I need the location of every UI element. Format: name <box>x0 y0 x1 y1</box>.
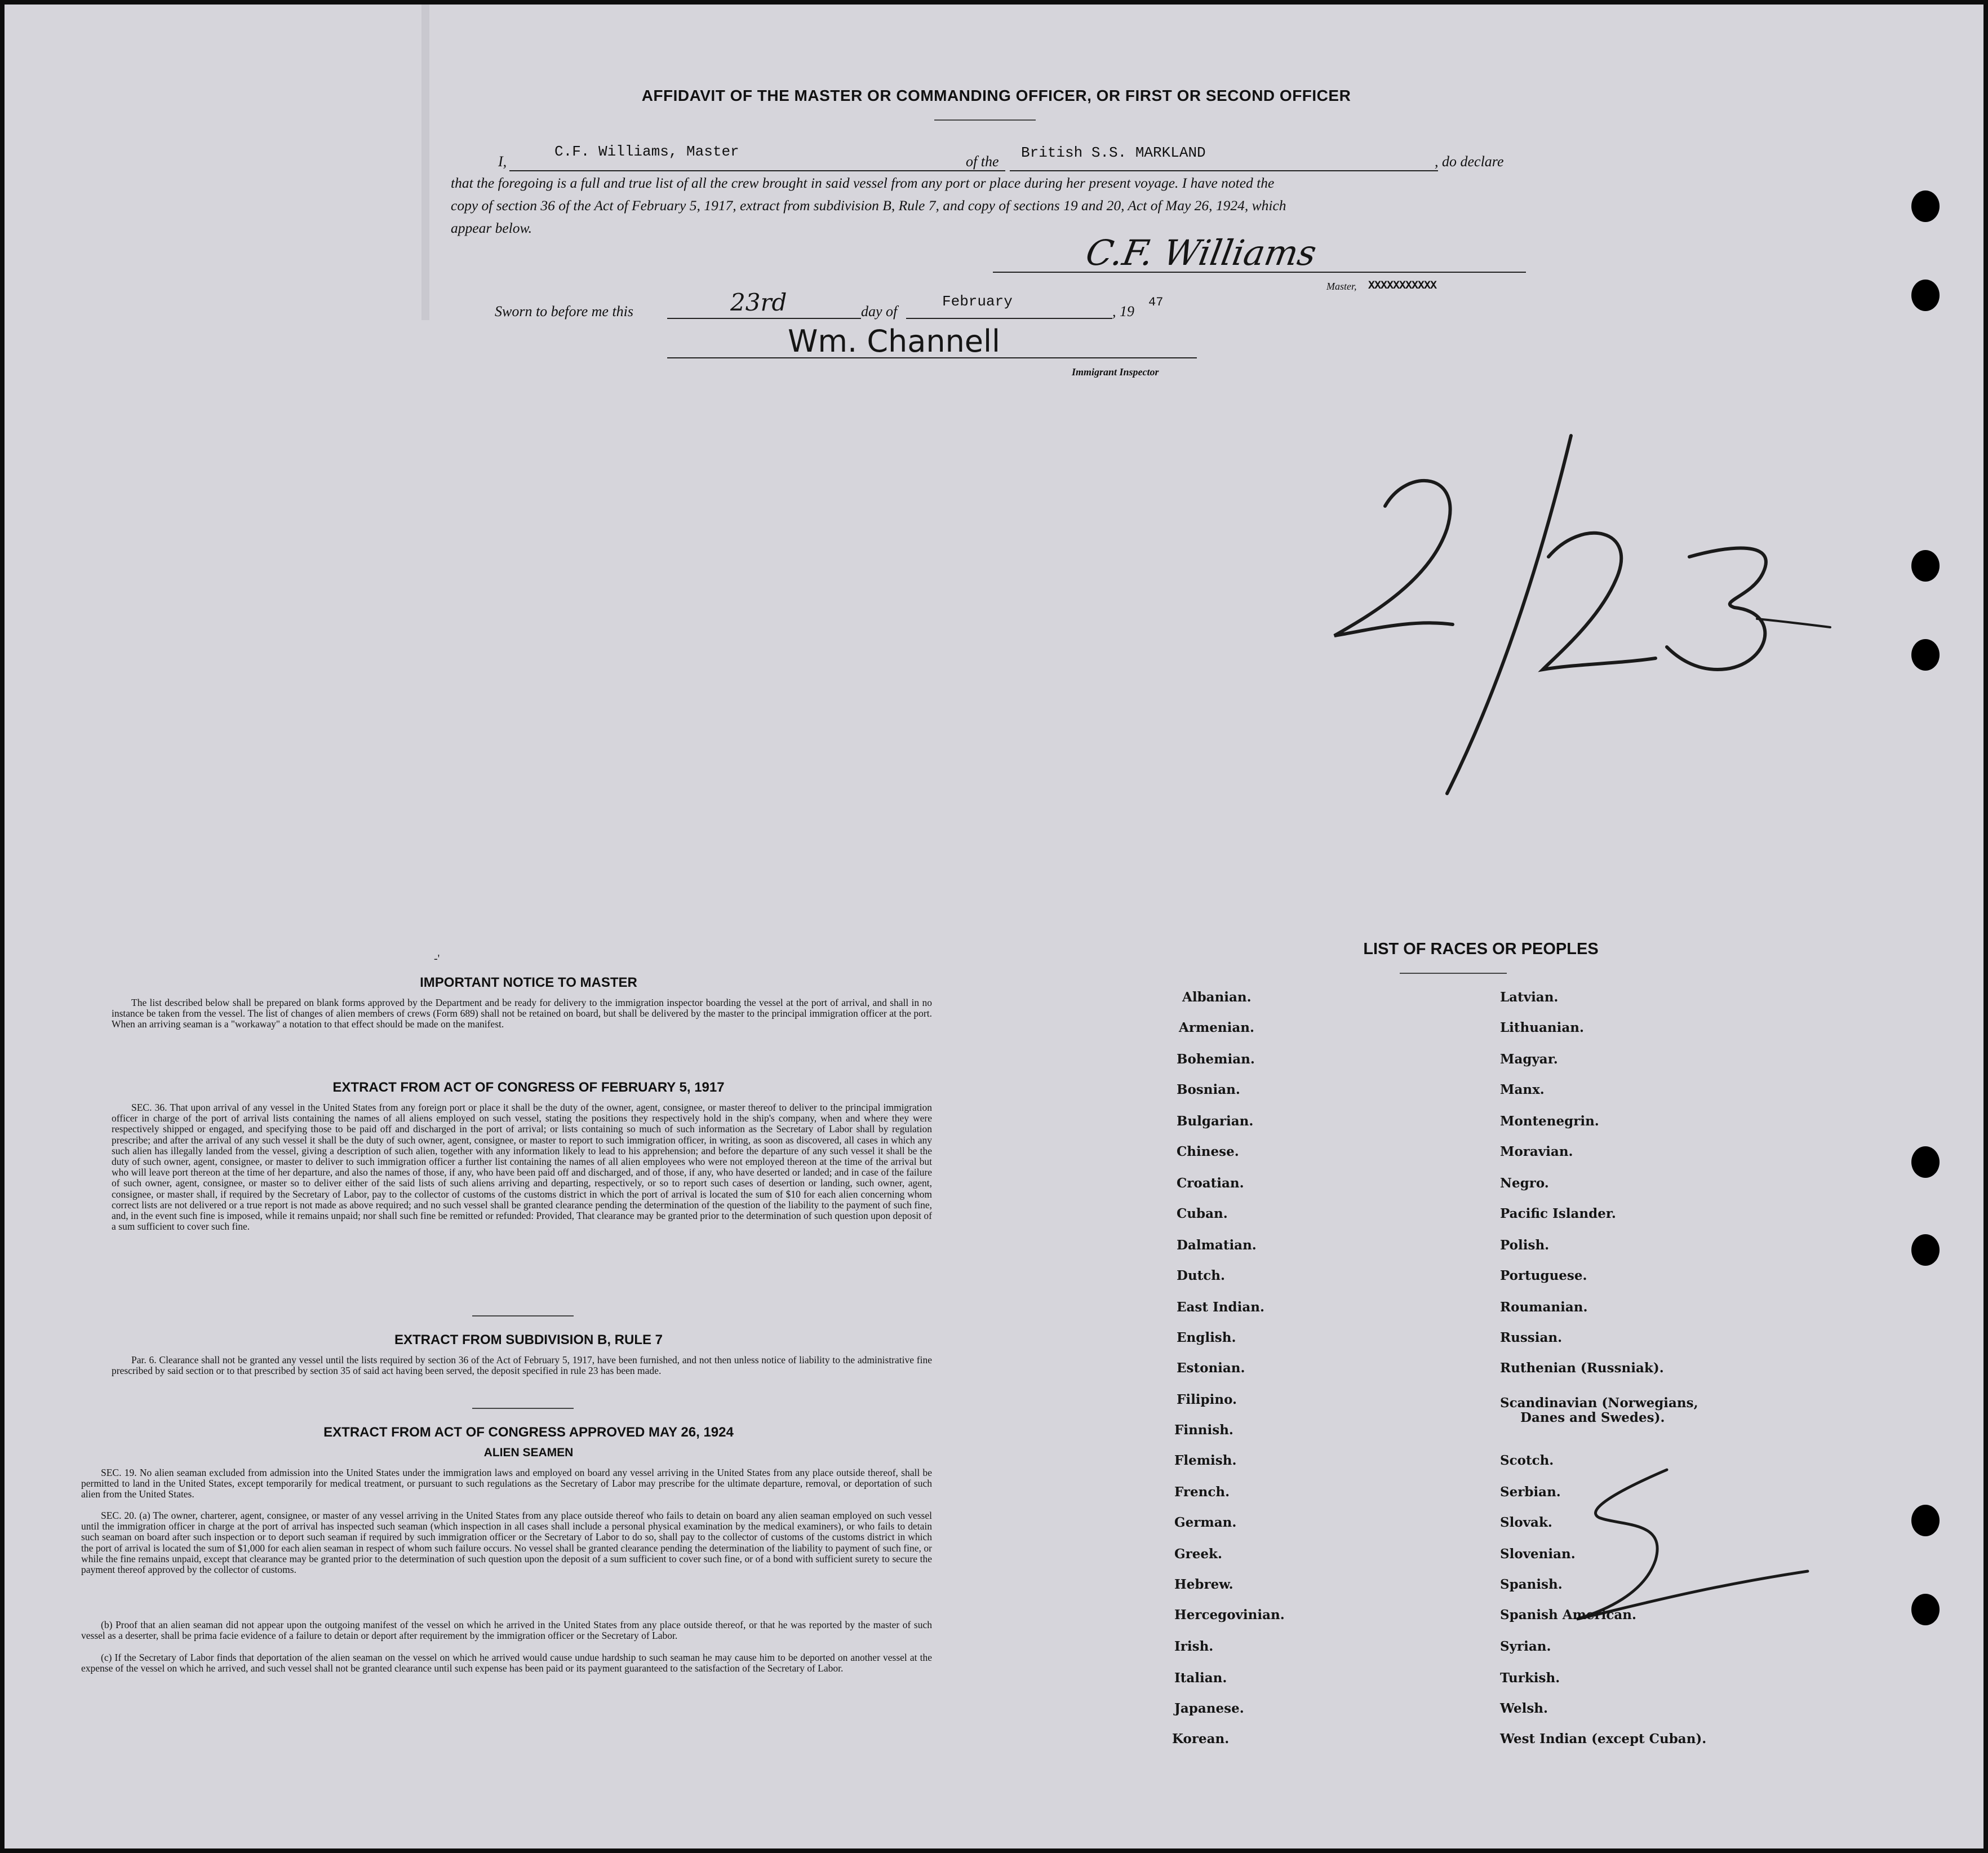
affidavit-body-2: copy of section 36 of the Act of February 5, 1917, extract from subdivision B, Rule 7, and copy of sections 19 and 20, Act of May 26, 1924, which <box>451 197 1286 214</box>
race-item: Scandinavian (Norwegians, <box>1500 1395 1698 1411</box>
numeral-mark-text: 2 <box>1571 1464 1572 1465</box>
extract-1924-sec19: SEC. 19. No alien seaman excluded from admission into the United States under the immigration laws and employed on board any vessel arriving in the United States from any place outside thereof, shall be permitted to land in the United States, except temporarily for medical treatment, or pursuant to such regulations as the Secretary of Labor may prescribe for the ultimate departure, removal, or deportation of such alien from the United States. <box>81 1467 932 1500</box>
master-signature-line <box>993 272 1526 273</box>
handwritten-numeral-mark <box>1571 1464 1819 1628</box>
race-item: Albanian. <box>1182 990 1252 1005</box>
notice-title: IMPORTANT NOTICE TO MASTER <box>420 975 637 990</box>
do-declare: , do declare <box>1435 153 1504 170</box>
race-item: Bulgarian. <box>1177 1114 1254 1129</box>
punch-hole <box>1911 639 1940 671</box>
year-suffix[interactable]: 47 <box>1148 295 1164 309</box>
extract-1924-title: EXTRACT FROM ACT OF CONGRESS APPROVED MAY 26, 1924 <box>323 1425 734 1440</box>
race-item: Manx. <box>1500 1082 1545 1097</box>
race-item: Hebrew. <box>1174 1577 1233 1592</box>
extract-1917-title: EXTRACT FROM ACT OF CONGRESS OF FEBRUARY 5, 1917 <box>332 1080 725 1095</box>
extract-1924-sec20c: (c) If the Secretary of Labor finds that deportation of the alien seaman on the vessel on which he arrived would cause undue hardship to such seaman he may cause him to be deported on another vessel at the expense of the vessel on which he arrived, and such vessel shall not be granted clearance until such expense has been paid or its payment guaranteed to the satisfaction of the Secretary of Labor. <box>81 1652 932 1674</box>
race-item: Bohemian. <box>1177 1052 1255 1067</box>
race-item: West Indian (except Cuban). <box>1500 1731 1707 1746</box>
race-item: Slovak. <box>1500 1515 1552 1530</box>
inspector-signature-line <box>667 357 1197 358</box>
divider <box>472 1315 574 1316</box>
race-item: Filipino. <box>1177 1392 1237 1407</box>
race-item: Magyar. <box>1500 1052 1558 1067</box>
race-item: Polish. <box>1500 1238 1550 1253</box>
races-title: LIST OF RACES OR PEOPLES <box>1363 940 1599 958</box>
race-item: Moravian. <box>1500 1144 1573 1159</box>
race-item: Greek. <box>1174 1546 1222 1562</box>
punch-hole <box>1911 1505 1940 1536</box>
sworn-month[interactable]: February <box>942 293 1013 310</box>
punch-hole <box>1911 190 1940 222</box>
fold-shadow <box>421 5 429 320</box>
race-item: Korean. <box>1172 1731 1230 1746</box>
divider <box>472 1408 574 1409</box>
race-item: English. <box>1177 1330 1236 1345</box>
punch-hole <box>1911 1146 1940 1178</box>
affidavit-body-3: appear below. <box>451 220 532 236</box>
race-item: Scotch. <box>1500 1453 1554 1468</box>
race-item: Pacific Islander. <box>1500 1206 1616 1221</box>
race-item: Finnish. <box>1174 1422 1233 1438</box>
race-item: Hercegovinian. <box>1174 1607 1285 1623</box>
race-item: Roumanian. <box>1500 1300 1588 1315</box>
inspector-label: Immigrant Inspector <box>1072 366 1159 378</box>
race-item: Russian. <box>1500 1330 1563 1345</box>
race-item: French. <box>1174 1484 1230 1500</box>
master-label: Master, <box>1326 281 1357 292</box>
race-item: Syrian. <box>1500 1639 1551 1654</box>
punch-hole <box>1911 550 1940 582</box>
race-item: Lithuanian. <box>1500 1020 1584 1035</box>
extract-1924-subtitle: ALIEN SEAMEN <box>483 1446 574 1459</box>
race-item: Croatian. <box>1177 1176 1244 1191</box>
race-item: Bosnian. <box>1177 1082 1240 1097</box>
race-item: Negro. <box>1500 1176 1549 1191</box>
race-item: Estonian. <box>1177 1360 1245 1376</box>
race-item: Armenian. <box>1179 1020 1255 1035</box>
race-item: Irish. <box>1174 1639 1214 1654</box>
divider <box>1400 973 1507 974</box>
punch-hole <box>1911 1594 1940 1625</box>
punch-hole <box>1911 280 1940 311</box>
vessel-name[interactable]: British S.S. MARKLAND <box>1021 144 1206 161</box>
extract-1924-sec20b: (b) Proof that an alien seaman did not appear upon the outgoing manifest of the vessel on which he arrived in the United States from any place outside thereof, or that he was reported by the master of such vessel as a deserter, shall be prima facie evidence of a failure to detain or deport after requirement by the immigration officer or the Secretary of Labor. <box>81 1619 932 1642</box>
stray-mark: -' <box>434 952 440 965</box>
i-label: I, <box>498 153 507 170</box>
race-item: East Indian. <box>1177 1300 1264 1315</box>
sworn-label: Sworn to before me this <box>495 303 634 320</box>
master-signature: C.F. Williams <box>1082 232 1320 273</box>
punch-hole <box>1911 1234 1940 1266</box>
year-prefix: , 19 <box>1112 303 1134 320</box>
race-item: Portuguese. <box>1500 1268 1587 1283</box>
race-item: Latvian. <box>1500 990 1559 1005</box>
affidavit-body-1: that the foregoing is a full and true list of all the crew brought in said vessel from any port or place during her present voyage. I have noted the <box>451 175 1275 191</box>
day-of-label: day of <box>861 303 898 320</box>
extract-rule7-text: Par. 6. Clearance shall not be granted any vessel until the lists required by section 36 of the Act of February 5, 1917, have been furnished, and not then unless notice of liability to the administrative fine prescribed by said section or to that prescribed by section 35 of said act having been served, the deposit specified in rule 23 has been made. <box>112 1354 932 1377</box>
race-item: German. <box>1174 1515 1237 1530</box>
race-item: Flemish. <box>1174 1453 1237 1468</box>
race-item: Ruthenian (Russniak). <box>1500 1360 1664 1376</box>
race-item: Spanish American. <box>1500 1607 1637 1623</box>
handwritten-date-mark <box>1323 433 1841 816</box>
vessel-line <box>1010 170 1438 171</box>
race-item: Serbian. <box>1500 1484 1561 1500</box>
race-item: Spanish. <box>1500 1577 1563 1592</box>
race-item: Japanese. <box>1174 1701 1244 1716</box>
race-item: Turkish. <box>1500 1670 1560 1686</box>
officer-name[interactable]: C.F. Williams, Master <box>554 143 739 160</box>
sworn-day[interactable]: 23rd <box>730 289 787 316</box>
sworn-day-line <box>667 318 861 319</box>
name-line <box>509 170 1005 171</box>
race-item: Cuban. <box>1177 1206 1228 1221</box>
master-struck-title: XXXXXXXXXXX <box>1368 280 1437 292</box>
notice-text: The list described below shall be prepared on blank forms approved by the Department and be ready for delivery to the immigration inspector boarding the vessel at the port of arrival, and shall in no instance be taken from the vessel. The list of changes of alien members of crews (Form 689) shall not be retained on board, but shall be delivered by the master to the principal immigration officer at the port. When an arriving seaman is a "workaway" a notation to that effect should be made on the manifest. <box>112 997 932 1030</box>
race-item: Dutch. <box>1177 1268 1226 1283</box>
extract-1924-sec20a: SEC. 20. (a) The owner, charterer, agent, consignee, or master of any vessel arriving in the United States from any place outside thereof who fails to detain on board any alien seaman employed on such vessel until the immigration officer in charge at the port of arrival has inspected such seaman (which inspection in all cases shall include a personal physical examination by the medical examiners), or who fails to detain such seaman on board after such inspection or to deport such seaman if required by such immigration officer or the Secretary of Labor to do so, shall pay to the collector of customs of the customs district in which the port of arrival is located the sum of $1,000 for each alien seaman in respect of whom such failure occurs. No vessel shall be granted clearance pending the determination of the liability to payment of such fine, or while the fine remains unpaid, except that clearance may be granted prior to the determination of such question upon the deposit of a sum sufficient to cover such fine, or of a bond with sufficient surety to secure the payment thereof approved by the collector of customs. <box>81 1510 932 1576</box>
document-page <box>5 5 1983 1848</box>
affidavit-title: AFFIDAVIT OF THE MASTER OR COMMANDING OFFICER, OR FIRST OR SECOND OFFICER <box>641 87 1351 104</box>
sworn-month-line <box>906 318 1112 319</box>
race-item: Chinese. <box>1177 1144 1239 1159</box>
race-item-scandinavian-cont: Danes and Swedes). <box>1520 1410 1665 1425</box>
of-the-label: of the <box>966 153 999 170</box>
race-item: Welsh. <box>1500 1701 1548 1716</box>
race-item: Slovenian. <box>1500 1546 1576 1562</box>
extract-1917-text: SEC. 36. That upon arrival of any vessel in the United States from any foreign port or place it shall be the duty of the owner, agent, consignee, or master thereof to deliver to the principal immigration officer in charge of the port of arrival lists containing the names of all aliens employed on such vessel, stating the positions they respectively hold in the ship's company, when and where they were respectively shipped or engaged, and specifying those to be paid off and discharged in the port of arrival; or lists containing so much of such information as the Secretary of Labor shall by regulation prescribe; and after the arrival of any such vessel it shall be the duty of such owner, agent, consignee, or master to report to such immigration officer, in writing, as soon as discovered, all cases in which any such alien has illegally landed from the vessel, giving a description of such alien, together with any information likely to lead to his apprehension; and before the departure of any such vessel it shall be the duty of such owner, agent, consignee, or master to deliver to such immigration officer a further list containing the names of all alien employees who were not employed thereon at the time of the arrival but who will leave port thereon at the time of her departure, and also the names of those, if any, who have been paid off and discharged, and of those, if any, who have deserted or landed; and in case of the failure of such owner, agent, consignee, or master so to deliver either of the said lists of such aliens arriving and departing, respectively, or so to report such cases of desertion or landing, such owner, agent, consignee, or master shall, if required by the Secretary of Labor, pay to the collector of customs of the customs district in which the port of arrival is located the sum of $10 for each alien concerning whom correct lists are not delivered or a true report is not made as above required; and no such vessel shall be granted clearance pending the determination of the question of the liability to the payment of such fine, and, in the event such fine is imposed, while it remains unpaid; nor shall such fine be remitted or refunded: Provided, That clearance may be granted prior to the determination of such question upon deposit of a sum sufficient to cover such fine. <box>112 1102 932 1233</box>
race-item: Italian. <box>1174 1670 1227 1686</box>
race-item: Dalmatian. <box>1177 1238 1257 1253</box>
inspector-signature: Wm. Channell <box>788 323 1001 359</box>
divider <box>934 119 1036 121</box>
extract-rule7-title: EXTRACT FROM SUBDIVISION B, RULE 7 <box>394 1332 663 1347</box>
race-item: Montenegrin. <box>1500 1114 1599 1129</box>
